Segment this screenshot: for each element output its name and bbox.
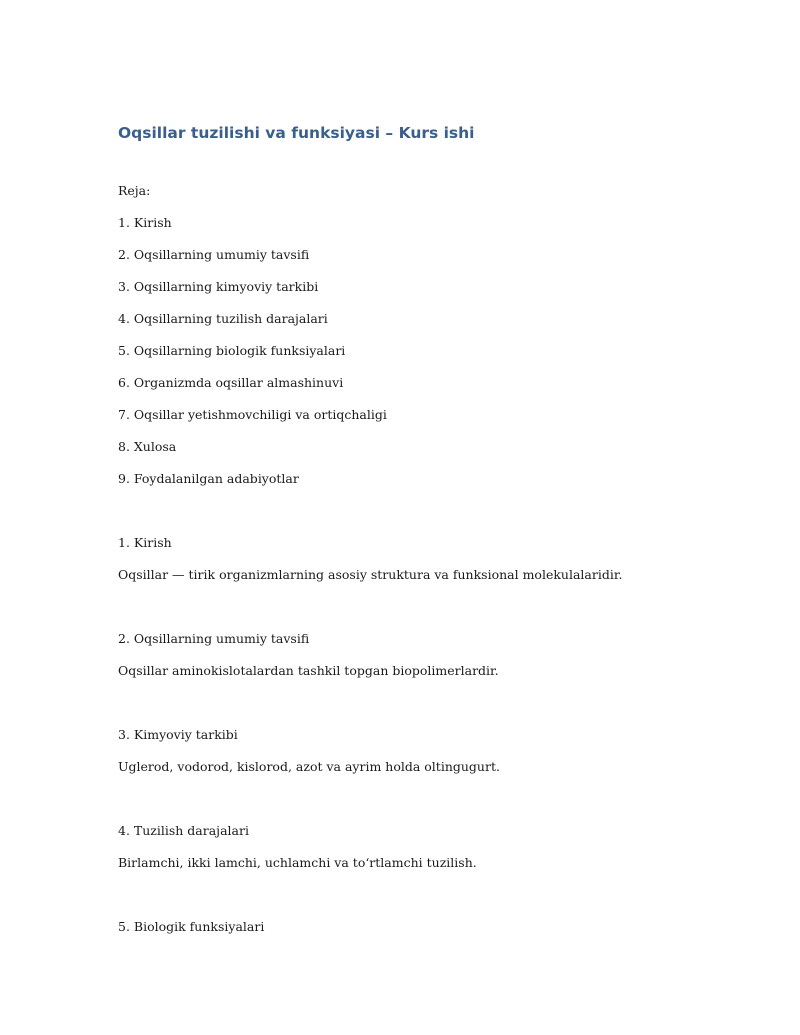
- plan-item-4: 4. Oqsillarning tuzilish darajalari: [118, 311, 328, 326]
- plan-item-9: 9. Foydalanilgan adabiyotlar: [118, 471, 299, 486]
- plan-item-7: 7. Oqsillar yetishmovchiligi va ortiqchaligi: [118, 407, 387, 422]
- section-text: Oqsillar — tirik organizmlarning asosiy struktura va funksional molekulalaridir.: [118, 567, 623, 582]
- plan-item-8: 8. Xulosa: [118, 439, 177, 454]
- section-heading: 2. Oqsillarning umumiy tavsifi: [118, 631, 310, 646]
- section-text: Birlamchi, ikki lamchi, uchlamchi va to‘rtlamchi tuzilish.: [118, 855, 477, 870]
- plan-item-5: 5. Oqsillarning biologik funksiyalari: [118, 343, 346, 358]
- document-title: Oqsillar tuzilishi va funksiyasi – Kurs ishi: [118, 124, 475, 142]
- plan-label: Reja:: [118, 183, 151, 198]
- plan-item-6: 6. Organizmda oqsillar almashinuvi: [118, 375, 344, 390]
- plan-item-1: 1. Kirish: [118, 215, 172, 230]
- section-heading: 3. Kimyoviy tarkibi: [118, 727, 238, 742]
- section-text: Oqsillar aminokislotalardan tashkil topgan biopolimerlardir.: [118, 663, 499, 678]
- plan-item-2: 2. Oqsillarning umumiy tavsifi: [118, 247, 310, 262]
- section-heading: 4. Tuzilish darajalari: [118, 823, 249, 838]
- section-heading: 1. Kirish: [118, 535, 172, 550]
- section-text: Uglerod, vodorod, kislorod, azot va ayrim holda oltingugurt.: [118, 759, 500, 774]
- section-heading: 5. Biologik funksiyalari: [118, 919, 265, 934]
- plan-item-3: 3. Oqsillarning kimyoviy tarkibi: [118, 279, 319, 294]
